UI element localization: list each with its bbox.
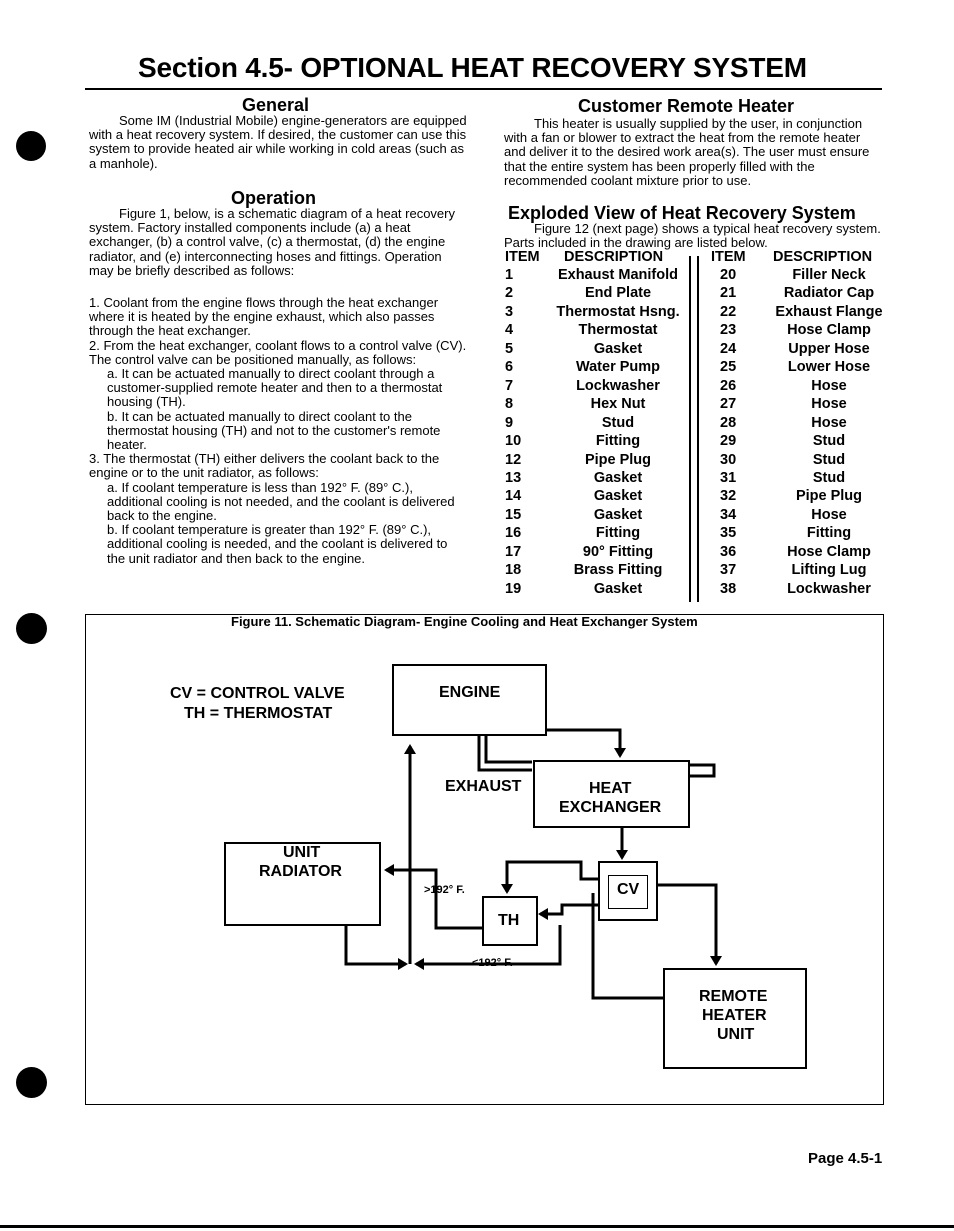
control-valve-label: CV: [617, 881, 640, 898]
general-heading: General: [242, 95, 310, 115]
remote-heater-label-1: REMOTE: [699, 988, 768, 1005]
general-paragraph: Some IM (Industrial Mobile) engine-generators are equipped with a heat recovery system. If desired, the customer can use this system to provide heated air while working in cold areas (such as a manhole).: [89, 113, 467, 171]
parts-item-description: Thermostat: [578, 322, 658, 339]
parts-item-number: 35: [720, 525, 737, 542]
right-item-header: ITEM: [711, 249, 746, 265]
heat-exchanger-label-2: EXCHANGER: [559, 799, 662, 816]
parts-item-description: Hose Clamp: [787, 543, 871, 560]
parts-item-number: 1: [505, 267, 514, 283]
operation-step-3a: a. If coolant temperature is less than 192° F. (89° C.), additional cooling is not needed, and the coolant is delivered back to the engine.: [107, 479, 455, 524]
operation-step-2b: b. It can be actuated manually to direct coolant to the thermostat housing (TH) and not to the customer's remote heater.: [107, 408, 441, 453]
parts-item-number: 7: [505, 377, 514, 394]
unit-radiator-box: [224, 842, 381, 926]
parts-item-description: Lockwasher: [787, 580, 871, 597]
right-description-header: DESCRIPTION: [773, 249, 873, 265]
parts-item-number: 38: [720, 580, 737, 597]
parts-item-number: 31: [720, 469, 737, 486]
parts-item-description: Hose: [811, 506, 847, 523]
parts-item-number: 37: [720, 562, 737, 579]
pipe-th-to-radiator: [386, 870, 482, 928]
parts-item-description: Radiator Cap: [783, 285, 875, 302]
parts-item-description: Lifting Lug: [791, 562, 867, 579]
parts-item-number: 34: [720, 506, 737, 523]
parts-item-number: 14: [505, 488, 522, 505]
parts-item-number: 5: [505, 340, 514, 357]
parts-item-number: 25: [720, 359, 737, 376]
parts-item-number: 16: [505, 525, 522, 542]
pipe-cv-bypass: [540, 905, 598, 914]
parts-item-description: Filler Neck: [792, 267, 866, 283]
parts-item-description: Hose Clamp: [787, 322, 871, 339]
operation-step-2: 2. From the heat exchanger, coolant flows to a control valve (CV). The control valve can be positioned manually, as follows:: [89, 337, 467, 367]
heat-exchanger-label-1: HEAT: [589, 780, 632, 797]
parts-item-description: Water Pump: [575, 359, 661, 376]
parts-item-description: Exhaust Flange: [775, 303, 883, 320]
remote-heater-label-3: UNIT: [717, 1026, 755, 1043]
control-valve-inner: [608, 875, 648, 909]
parts-item-description: Hose: [811, 414, 847, 431]
parts-item-description: Thermostat Hsng.: [556, 303, 680, 320]
parts-item-description: Pipe Plug: [584, 451, 652, 468]
parts-item-number: 22: [720, 303, 737, 320]
parts-item-description: Gasket: [593, 488, 643, 505]
parts-item-number: 24: [720, 340, 737, 357]
radiator-label-2: RADIATOR: [259, 863, 342, 880]
thermostat-box: [482, 896, 538, 946]
parts-item-number: 28: [720, 414, 737, 431]
thermostat-label: TH: [498, 912, 520, 929]
parts-item-description: Stud: [601, 414, 635, 431]
parts-item-description: Stud: [812, 469, 846, 486]
remote-heater-box: [663, 968, 807, 1069]
parts-item-number: 2: [505, 285, 514, 302]
exhaust-label: EXHAUST: [445, 778, 522, 795]
exploded-view-paragraph: Figure 12 (next page) shows a typical heat recovery system. Parts included in the drawing are listed below.: [504, 221, 881, 251]
remote-heater-paragraph: This heater is usually supplied by the user, in conjunction with a fan or blower to extract the heat from the remote heater and deliver it to the desired work area(s). The user must ensure that the entire system has been properly filled with the recommended coolant mixture prior to use.: [504, 116, 870, 188]
exploded-view-heading: Exploded View of Heat Recovery System: [508, 203, 856, 223]
greater-than-192-label: >192° F.: [424, 884, 465, 896]
parts-item-description: Fitting: [806, 525, 852, 542]
page-title: Section 4.5- OPTIONAL HEAT RECOVERY SYSTEM: [138, 52, 807, 83]
figure-caption: Figure 11. Schematic Diagram- Engine Cooling and Heat Exchanger System: [231, 614, 698, 629]
parts-item-description: Lockwasher: [576, 377, 660, 394]
parts-item-number: 15: [505, 506, 522, 523]
radiator-label-1: UNIT: [283, 844, 321, 861]
parts-item-description: 90° Fitting: [582, 543, 654, 560]
parts-item-description: End Plate: [584, 285, 652, 302]
parts-item-description: Gasket: [593, 506, 643, 523]
parts-item-description: Gasket: [593, 469, 643, 486]
operation-heading: Operation: [231, 188, 317, 208]
parts-item-number: 21: [720, 285, 737, 302]
pipe-cv-to-th: [507, 862, 598, 892]
pipe-exhaust-out: [690, 765, 714, 776]
parts-item-description: Stud: [812, 451, 846, 468]
parts-item-number: 27: [720, 396, 737, 413]
parts-item-number: 13: [505, 469, 522, 486]
parts-item-number: 19: [505, 580, 522, 597]
parts-item-number: 9: [505, 414, 514, 431]
pipe-cv-to-remote: [658, 885, 716, 964]
parts-item-description: Exhaust Manifold: [557, 267, 679, 283]
parts-item-number: 18: [505, 562, 522, 579]
parts-item-description: Hose: [811, 396, 847, 413]
parts-item-number: 12: [505, 451, 522, 468]
parts-item-number: 29: [720, 433, 737, 450]
parts-item-number: 6: [505, 359, 514, 376]
operation-step-3b: b. If coolant temperature is greater than 192° F. (89° C.), additional cooling is needed, and the coolant is delivered to the unit radiator and then back to the engine.: [107, 522, 448, 566]
operation-step-3: 3. The thermostat (TH) either delivers the coolant back to the engine or to the unit radiator, as follows:: [89, 451, 440, 481]
legend-control-valve: CV = CONTROL VALVE: [170, 685, 345, 702]
operation-intro: Figure 1, below, is a schematic diagram of a heat recovery system. Factory installed components include (a) a heat exchanger, (b) a control valve, (c) a thermostat, (d) the engine radiator, and (e) interconnecting hoses and fittings. Operation may be briefly described as follows:: [89, 206, 455, 278]
parts-item-number: 10: [505, 433, 522, 450]
page-number: Page 4.5-1: [808, 1150, 883, 1167]
engine-box: [392, 664, 547, 736]
parts-item-description: Stud: [812, 433, 846, 450]
pipe-engine-exchanger-inner: [486, 736, 532, 762]
operation-step-1: 1. Coolant from the engine flows through the heat exchanger where it is heated by the engine exhaust, which also passes through the heat exchanger.: [89, 295, 439, 339]
parts-item-number: 26: [720, 377, 737, 394]
parts-item-number: 8: [505, 396, 514, 413]
heat-exchanger-box: [533, 760, 690, 828]
left-item-header: ITEM: [505, 249, 540, 265]
parts-item-number: 4: [505, 322, 514, 339]
parts-item-description: Upper Hose: [788, 340, 870, 357]
engine-label: ENGINE: [439, 684, 501, 701]
parts-item-description: Pipe Plug: [795, 488, 863, 505]
parts-item-description: Gasket: [593, 580, 643, 597]
parts-item-description: Lower Hose: [787, 359, 871, 376]
less-than-192-label: <192° F.: [472, 957, 513, 969]
parts-item-number: 17: [505, 543, 522, 560]
parts-item-description: Fitting: [595, 525, 641, 542]
remote-heater-label-2: HEATER: [702, 1007, 767, 1024]
bottom-rule: [0, 1225, 954, 1228]
parts-item-number: 3: [505, 303, 514, 320]
pipe-engine-coolant: [546, 730, 620, 756]
remote-heater-heading: Customer Remote Heater: [578, 96, 795, 116]
parts-item-description: Hex Nut: [590, 396, 646, 413]
parts-item-description: Fitting: [595, 433, 641, 450]
parts-item-description: Brass Fitting: [573, 562, 663, 579]
pipe-radiator-return: [346, 926, 406, 964]
left-description-header: DESCRIPTION: [564, 249, 664, 265]
parts-item-number: 23: [720, 322, 737, 339]
parts-item-description: Hose: [811, 377, 847, 394]
parts-item-number: 36: [720, 543, 737, 560]
operation-step-2a: a. It can be actuated manually to direct coolant through a customer-supplied remote heater and then to a thermostat housing (TH).: [107, 366, 443, 410]
control-valve-box: [598, 861, 658, 921]
legend-thermostat: TH = THERMOSTAT: [184, 705, 333, 722]
parts-item-number: 32: [720, 488, 737, 505]
parts-item-number: 20: [720, 267, 737, 283]
parts-item-number: 30: [720, 451, 737, 468]
parts-item-description: Gasket: [593, 340, 643, 357]
